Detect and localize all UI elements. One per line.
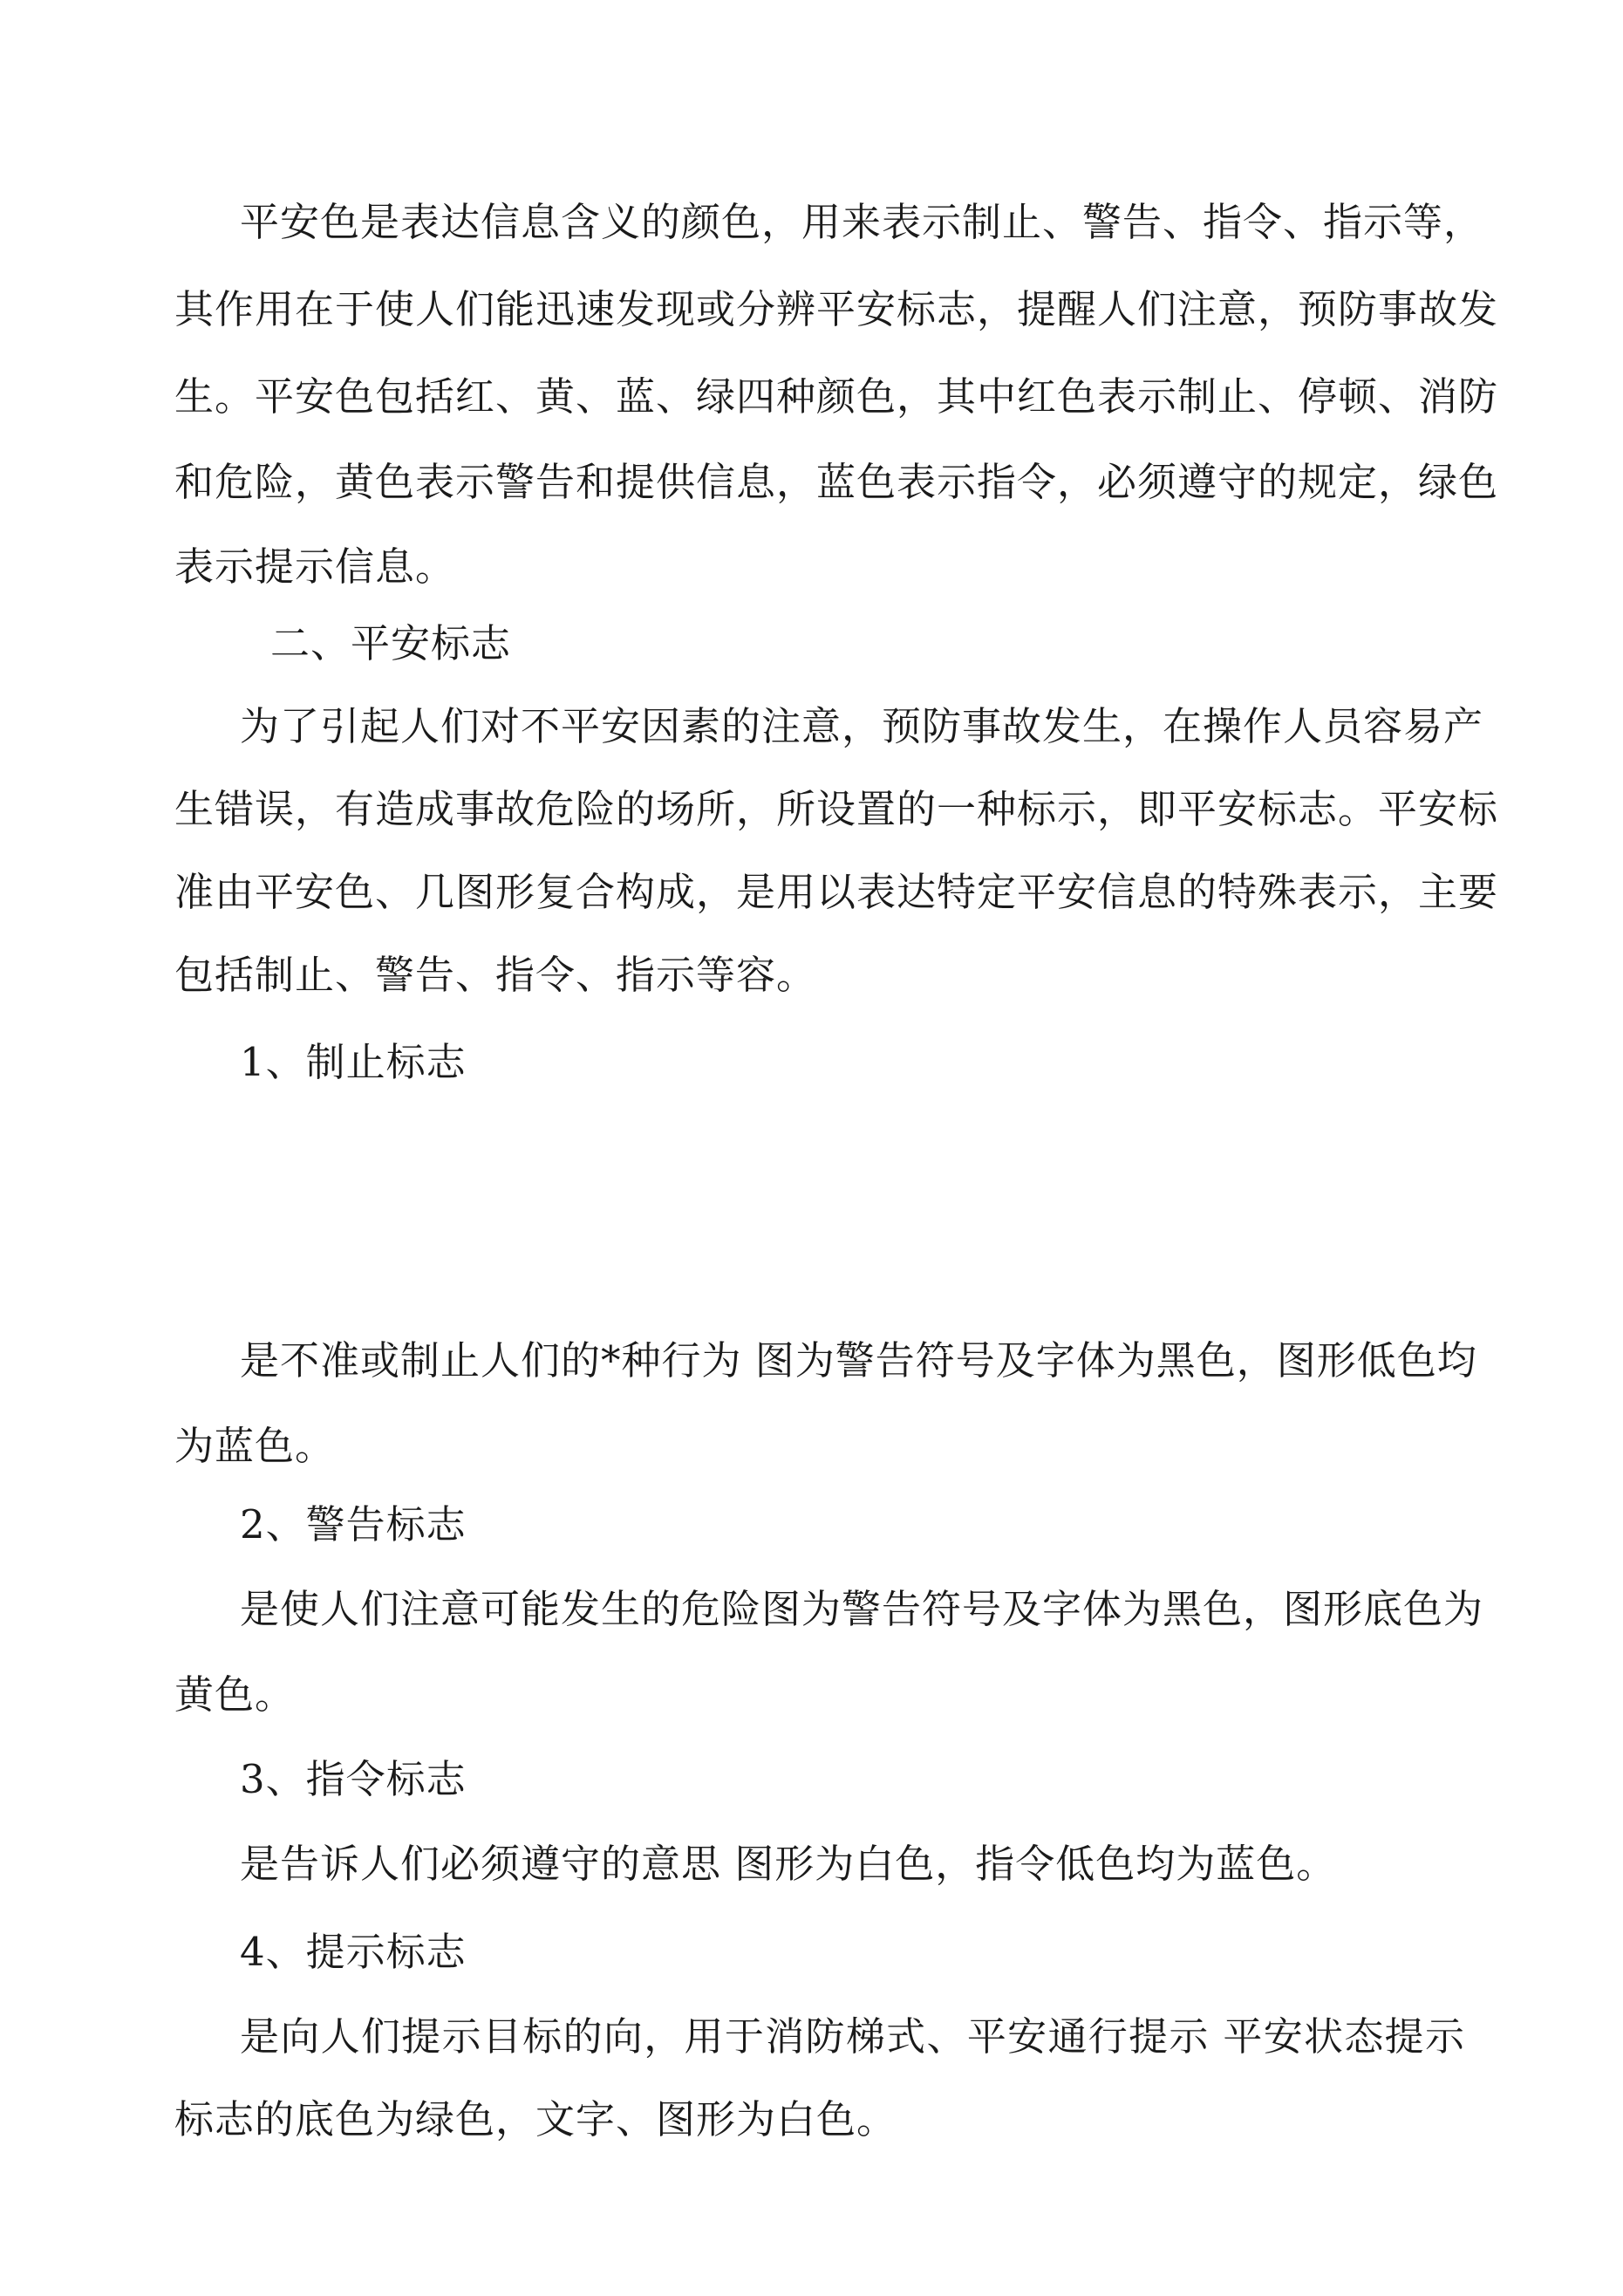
- paragraph-1-line-5: 表示提示信息。: [174, 543, 456, 590]
- item-2-title: 2、警告标志: [240, 1501, 467, 1548]
- paragraph-1-line-4: 和危险，黄色表示警告和提供信息，蓝色表示指令，必须遵守的规定，绿色: [174, 459, 1499, 505]
- paragraph-1-line-1: 平安色是表达信息含义的颜色，用来表示制止、警告、指令、指示等，: [240, 199, 1484, 245]
- item-4-line-2: 标志的底色为绿色，文字、图形为白色。: [174, 2096, 897, 2142]
- paragraph-2-line-2: 生错误，有造成事故危险的场所，所设置的一种标示，即平安标志。平安标: [174, 786, 1499, 832]
- item-2-line-2: 黄色。: [174, 1671, 296, 1718]
- item-4-title: 4、提示标志: [240, 1929, 467, 1975]
- item-1-line-2: 为蓝色。: [174, 1423, 336, 1469]
- item-2-line-1: 是使人们注意可能发生的危险图为警告符号及字体为黑色，图形底色为: [240, 1586, 1484, 1632]
- paragraph-1-line-3: 生。平安色包括红、黄、蓝、绿四种颜色，其中红色表示制止、停顿、消防: [174, 373, 1499, 420]
- section-heading-safety-signs: 二、平安标志: [270, 620, 512, 666]
- paragraph-2-line-1: 为了引起人们对不平安因素的注意，预防事故发生，在操作人员容易产: [240, 703, 1484, 749]
- paragraph-1-line-2: 其作用在于使人们能迅速发现或分辨平安标志，提醒人们注意，预防事故发: [174, 286, 1499, 332]
- item-1-line-1: 是不准或制止人们的*种行为 图为警告符号及字体为黑色，图形低色均: [240, 1337, 1477, 1384]
- item-1-title: 1、制止标志: [240, 1039, 467, 1085]
- paragraph-2-line-4: 包括制止、警告、指令、指示等容。: [174, 952, 817, 998]
- item-3-title: 3、指令标志: [240, 1756, 467, 1802]
- paragraph-2-line-3: 准由平安色、几图形复合构成，是用以表达特定平安信息的特殊表示，主要: [174, 869, 1499, 915]
- item-4-line-1: 是向人们提示目标的向，用于消防梯式、平安通行提示 平安状态提示: [240, 2013, 1465, 2060]
- item-3-line-1: 是告诉人们必须遵守的意思 图形为白色，指令低色均为蓝色。: [240, 1841, 1337, 1887]
